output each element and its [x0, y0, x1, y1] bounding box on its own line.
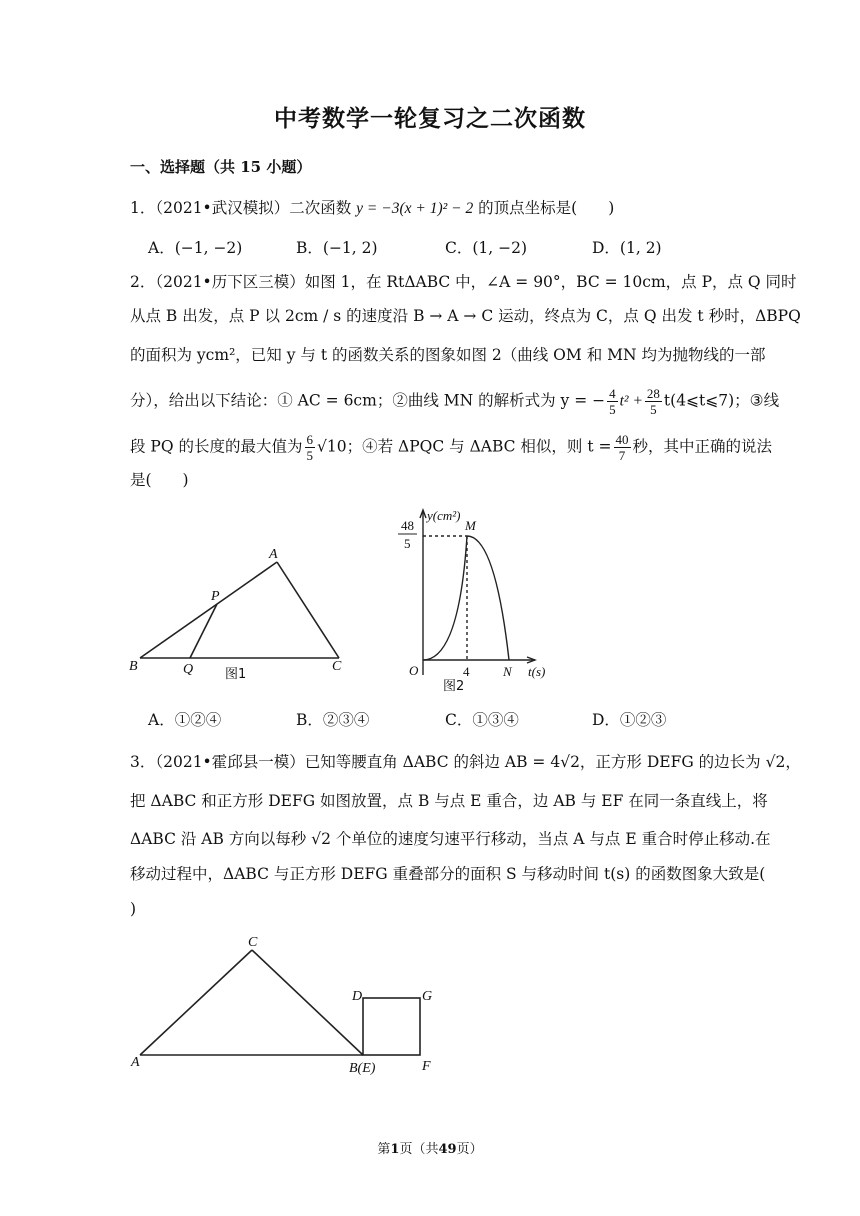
- q2-figure-1: [125, 540, 355, 690]
- fraction-40-7: $\frac{40}{7}$: [615, 432, 629, 463]
- q2-line-4c: t(4⩽t⩽7)；③线: [663, 391, 780, 410]
- section-heading: 一、选择题（共 15 小题）: [130, 158, 312, 176]
- segment-ba: [140, 562, 277, 658]
- label-a: A: [269, 547, 278, 562]
- xtick-4: 4: [463, 664, 470, 679]
- page-title: 中考数学一轮复习之二次函数: [274, 105, 586, 132]
- segment-ac: [277, 562, 339, 658]
- q2-line-4: [130, 386, 779, 417]
- fraction-6-5: $\frac{6}{5}$: [306, 432, 313, 463]
- q2-line-4a: 分），给出以下结论：① AC = 6cm；②曲线 MN 的解析式为 y = −: [130, 391, 606, 410]
- label-c: C: [332, 659, 342, 674]
- q2-line-5a: 段 PQ 的长度的最大值为: [130, 437, 303, 456]
- question-1: [130, 198, 614, 219]
- label-o: O: [409, 663, 419, 678]
- ytick-denominator: 5: [404, 536, 411, 551]
- q2-option-d: D．①②③: [592, 711, 667, 729]
- curve-mn: [467, 536, 509, 660]
- y-axis-label: y(cm²): [427, 508, 461, 523]
- curve-om: [423, 536, 467, 660]
- segment-ac: [140, 950, 252, 1055]
- q1-option-b: B．(−1, 2): [296, 239, 378, 257]
- figure-1-caption: 图1: [225, 667, 247, 682]
- q2-line-5: [130, 432, 772, 463]
- figure-2-caption: 图2: [443, 679, 465, 694]
- total-pages: 49: [438, 1142, 457, 1157]
- ytick-numerator: 48: [401, 518, 414, 533]
- fraction-4-5: $\frac{4}{5}$: [609, 386, 616, 417]
- q3-figure: [125, 930, 445, 1080]
- q3-line-5: ): [130, 900, 137, 918]
- q2-option-b: B．②③④: [296, 711, 370, 729]
- q2-line-5b: √10；④若 ΔPQC 与 ΔABC 相似，则 t =: [317, 437, 612, 456]
- q2-line-4b: t² +: [619, 392, 643, 410]
- q3-line-2: 把 ΔABC 和正方形 DEFG 如图放置，点 B 与点 E 重合，边 AB 与 EF 在同一条直线上，将: [130, 792, 768, 810]
- q3-line-3: ΔABC 沿 AB 方向以每秒 √2 个单位的速度匀速平行移动，当点 A 与点 E 重合时停止移动.在: [130, 830, 771, 848]
- q1-prefix: 1．（2021•武汉模拟）二次函数: [130, 199, 352, 217]
- square-defg: [363, 998, 420, 1055]
- q2-option-c: C．①③④: [445, 711, 519, 729]
- label-n: N: [503, 664, 512, 679]
- label-q: Q: [183, 662, 194, 677]
- q1-option-d: D．(1, 2): [592, 239, 662, 257]
- q1-option-c: C．(1, −2): [445, 239, 528, 257]
- label-p: P: [211, 589, 220, 604]
- page-footer: 第1页（共49页）: [377, 1142, 483, 1157]
- fraction-28-5: $\frac{28}{5}$: [646, 386, 660, 417]
- q1-option-a: A．(−1, −2): [148, 239, 243, 257]
- label-b: B: [129, 659, 138, 674]
- segment-pq: [190, 604, 217, 658]
- label-b-e: B(E): [349, 1061, 376, 1076]
- label-a: A: [131, 1055, 140, 1070]
- q2-figure-2: [395, 500, 555, 695]
- q2-line-5c: 秒，其中正确的说法: [632, 437, 773, 456]
- label-g: G: [422, 989, 433, 1004]
- q2-option-a: A．①②④: [148, 711, 222, 729]
- q1-formula: y = −3(x + 1)² − 2: [356, 200, 474, 217]
- label-m: M: [465, 518, 476, 533]
- q2-line-3: 的面积为 ycm²，已知 y 与 t 的函数关系的图象如图 2（曲线 OM 和 MN 均为抛物线的一部: [130, 346, 766, 364]
- q3-line-1: 3．（2021•霍邱县一模）已知等腰直角 ΔABC 的斜边 AB = 4√2，正方形 DEFG 的边长为 √2，: [130, 753, 801, 771]
- q2-line-1: 2．（2021•历下区三模）如图 1，在 RtΔABC 中，∠A = 90°，BC = 10cm，点 P，点 Q 同时: [130, 273, 797, 291]
- label-f: F: [422, 1059, 431, 1074]
- q1-suffix: 的顶点坐标是( ): [478, 199, 615, 217]
- q2-line-6: 是( ): [130, 471, 189, 489]
- segment-cb: [252, 950, 363, 1055]
- q2-line-2: 从点 B 出发，点 P 以 2cm / s 的速度沿 B → A → C 运动，终点为 C，点 Q 出发 t 秒时，ΔBPQ: [130, 307, 801, 325]
- label-d: D: [352, 989, 363, 1004]
- q3-line-4: 移动过程中，ΔABC 与正方形 DEFG 重叠部分的面积 S 与移动时间 t(s) 的函数图象大致是(: [130, 865, 766, 883]
- x-axis-label: t(s): [528, 664, 546, 679]
- current-page: 1: [390, 1142, 400, 1157]
- label-c: C: [248, 935, 258, 950]
